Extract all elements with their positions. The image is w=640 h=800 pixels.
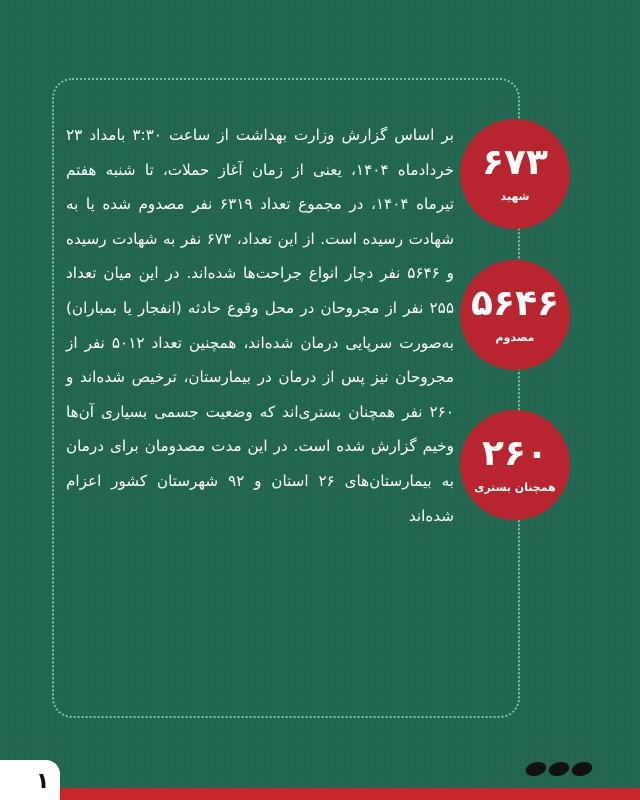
bottom-bar bbox=[0, 788, 640, 800]
stat-label: شهید bbox=[500, 190, 530, 203]
stat-martyrs bbox=[460, 119, 570, 229]
stat-number: ۵۶۴۶ bbox=[471, 283, 559, 324]
stat-number: ۶۷۳ bbox=[482, 142, 548, 183]
dot-icon bbox=[570, 762, 595, 776]
decorative-dots-icon bbox=[526, 762, 592, 776]
page-number-tab bbox=[0, 760, 60, 800]
stat-label: مصدوم bbox=[495, 331, 535, 344]
dot-icon bbox=[547, 762, 572, 776]
article-body: بر اساس گزارش وزارت بهداشت از ساعت ۳:۳۰ بامداد ۲۳ خردادماه ۱۴۰۴، یعنی از زمان آغاز حملات، تا شنبه هفتم تیرماه ۱۴۰۴، در مجموع تعداد ۶۳۱۹ نفر مصدوم شده یا به شهادت رسیده است. از این تعداد، ۶۷۳ نفر به شهادت رسیده و ۵۶۴۶ نفر دچار انواع جراحت‌ها شده‌اند. در این میان تعداد ۲۵۵ نفر از مجروحان در محل وقوع حادثه (انفجار یا بمباران) به‌صورت سرپایی درمان شده‌اند، همچنین تعداد ۵۰۱۲ نفر از مجروحان نیز پس از درمان در بیمارستان، ترخیص شده‌اند و ۲۶۰ نفر همچنان بستری‌اند که وضعیت جسمی بسیاری آن‌ها وخیم گزارش شده است. در این مدت مصدومان برای درمان به بیمارستان‌های ۲۶ استان و ۹۲ شهرستان کشور اعزام شده‌اند bbox=[66, 126, 455, 525]
stat-hospitalized bbox=[460, 410, 570, 520]
page-number: ۱ bbox=[36, 769, 50, 794]
stat-number: ۲۶۰ bbox=[482, 433, 548, 474]
stat-injured bbox=[460, 260, 570, 370]
dot-icon bbox=[524, 762, 549, 776]
stat-label: همچنان بستری bbox=[474, 481, 556, 494]
